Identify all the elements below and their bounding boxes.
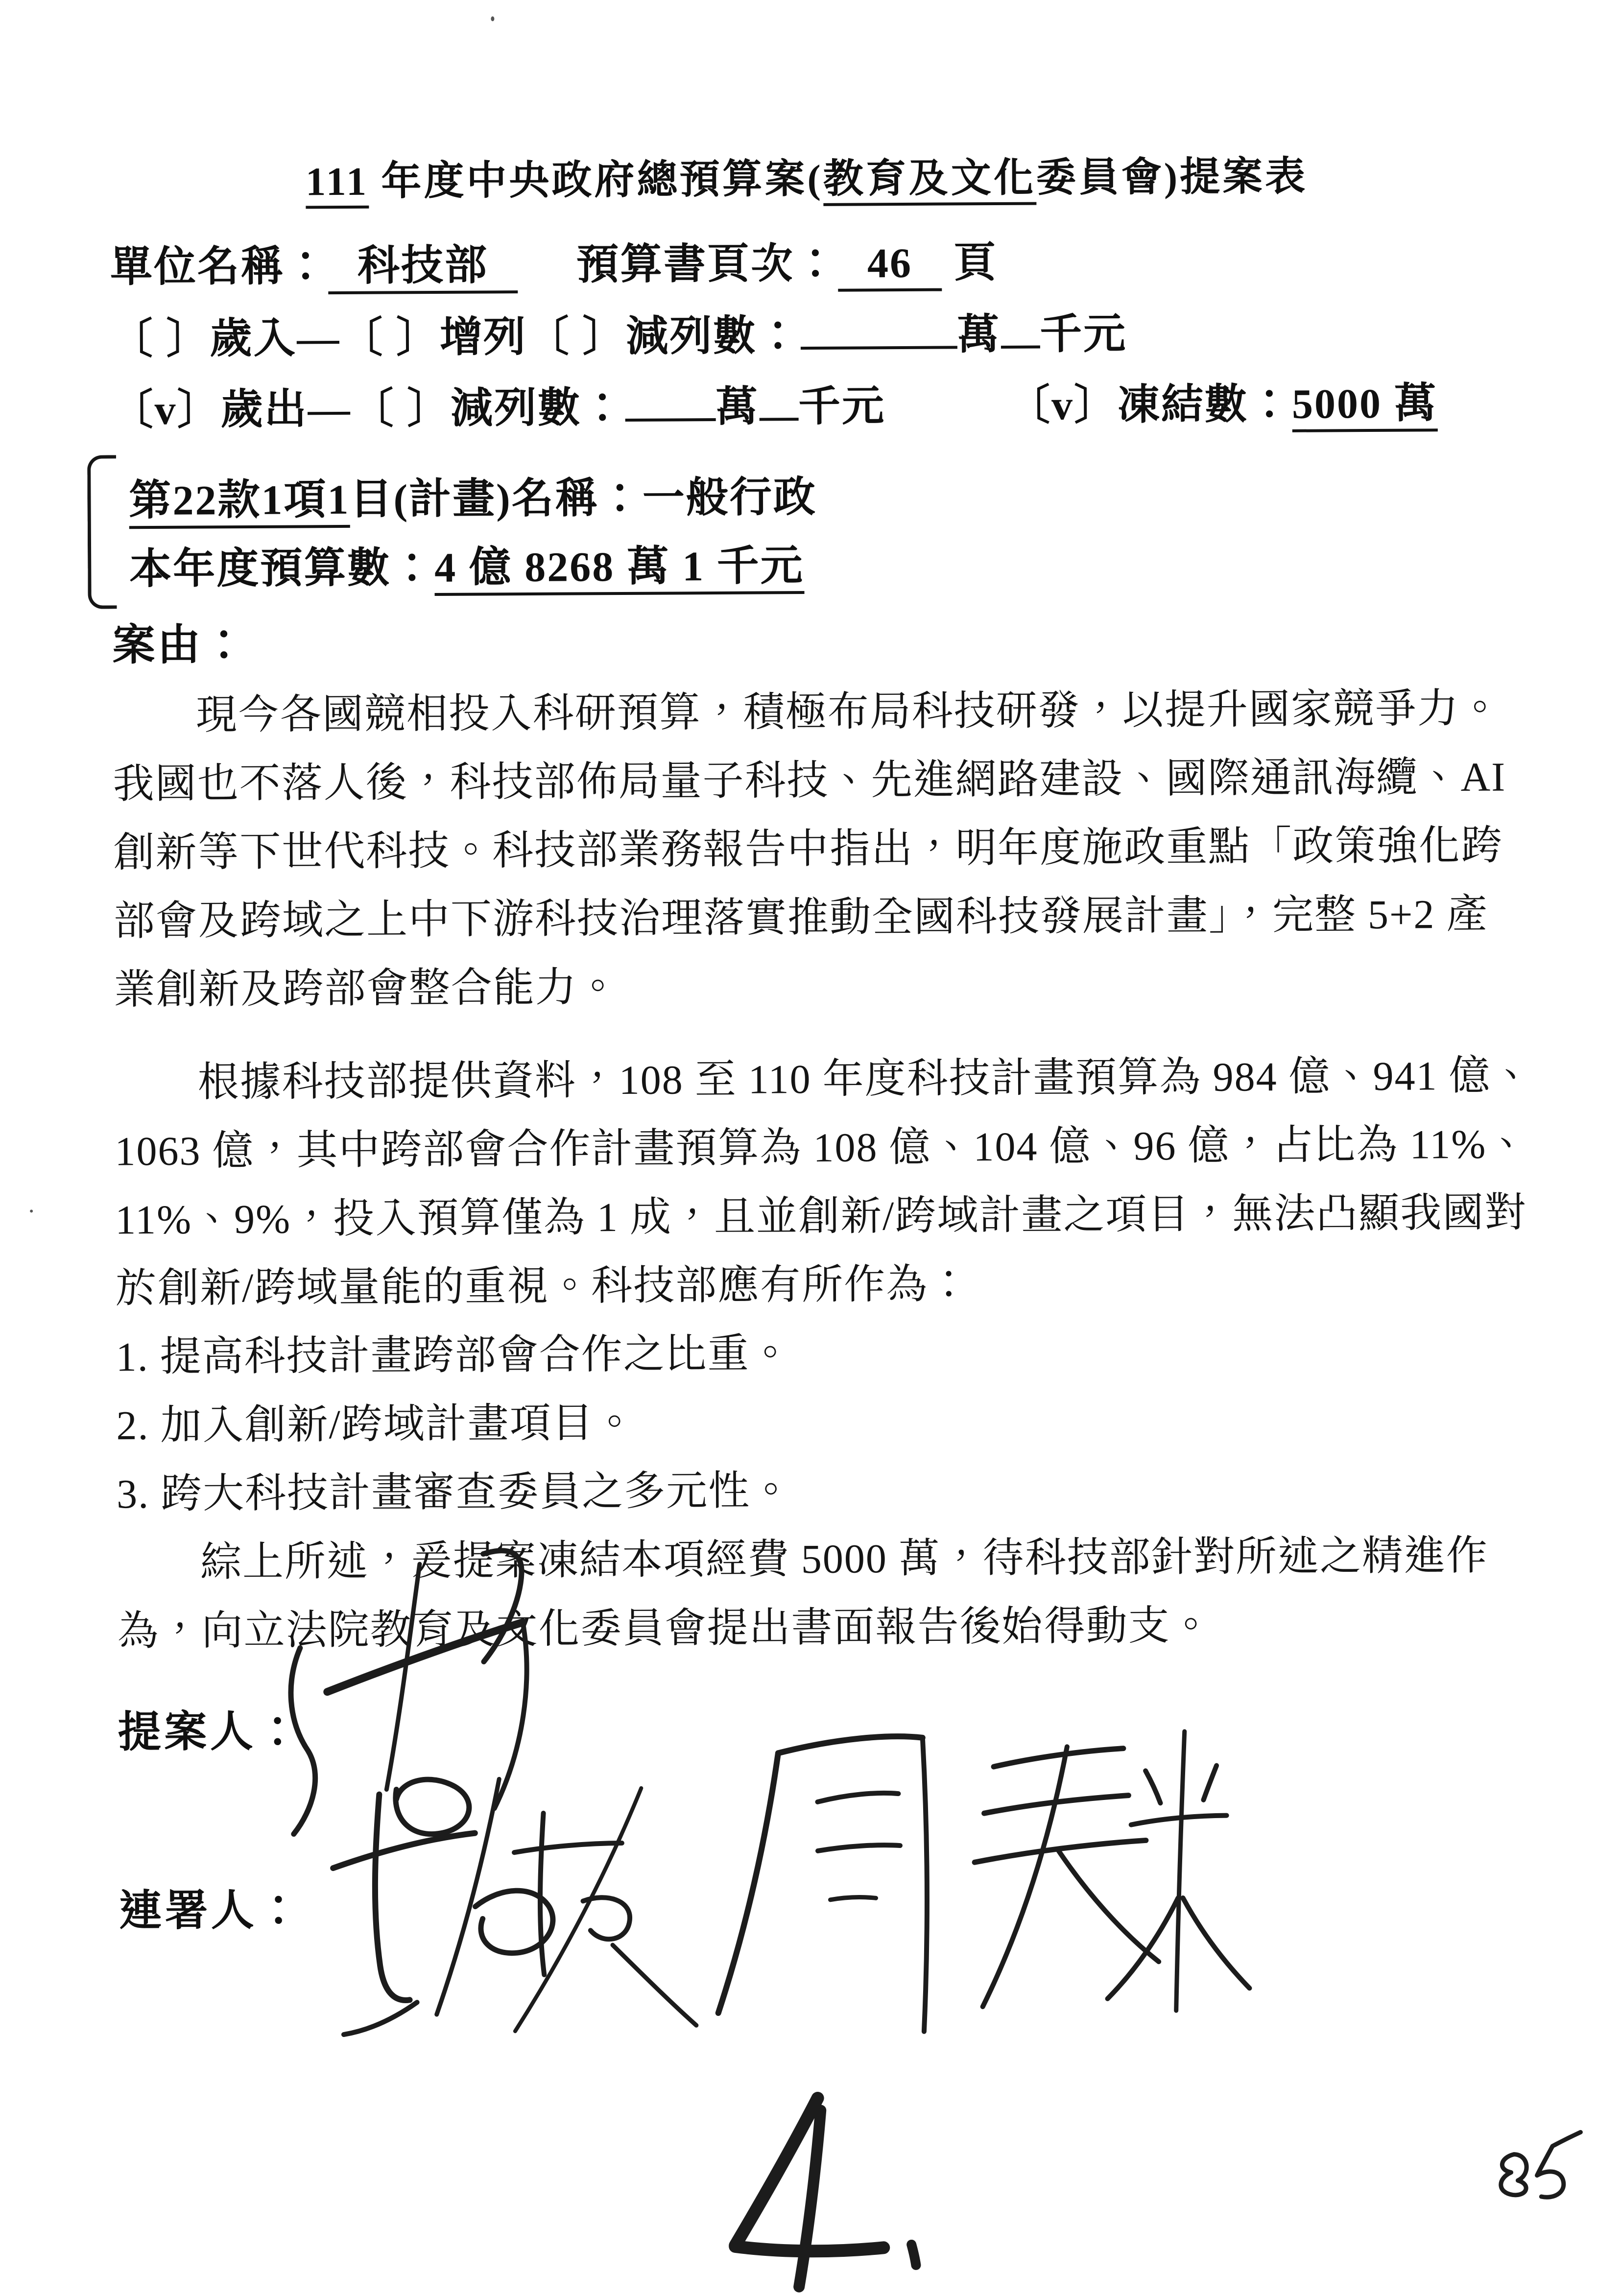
unit-name-label: 單位名稱： <box>110 242 329 291</box>
case-list-item: 1. 提高科技計畫跨部會合作之比重。 <box>116 1331 792 1380</box>
freeze-checkbox-label: 〔v〕凍結數： <box>1007 380 1292 429</box>
case-line: 根據科技部提供資料，108 至 110 年度科技計畫預算為 984 億、941 億、 <box>197 1053 1533 1106</box>
unit-line <box>110 228 998 293</box>
revenue-amount-blank <box>800 304 957 350</box>
program-budget-value: 4 億 8268 萬 1 千元 <box>434 542 804 596</box>
program-item-line <box>129 463 817 527</box>
title-committee: 教育及文化 <box>823 156 1037 206</box>
revenue-thousand-blank <box>1001 304 1040 349</box>
program-item-number: 第22款1項1 <box>129 476 350 529</box>
case-list-item: 3. 跨大科技計畫審查委員之多元性。 <box>116 1468 793 1517</box>
title-mid: 年度中央政府總預算案( <box>368 156 824 204</box>
title-year: 111 <box>306 159 369 209</box>
case-line: 創新等下世代科技。科技部業務報告中指出，明年度施政重點「政策強化跨 <box>113 823 1503 876</box>
revenue-wan-unit: 萬 <box>957 310 1001 358</box>
program-budget-label: 本年度預算數： <box>129 544 435 593</box>
case-list-item: 2. 加入創新/跨域計畫項目。 <box>116 1400 636 1449</box>
case-line: 綜上所述，爰提案凍結本項經費 5000 萬，待科技部針對所述之精進作 <box>200 1533 1489 1586</box>
program-left-bracket <box>87 455 117 609</box>
budget-book-page-unit: 頁 <box>954 238 998 286</box>
expense-row <box>111 369 1438 436</box>
title-tail: 委員會)提案表 <box>1036 154 1308 200</box>
freeze-amount-value: 5000 萬 <box>1292 379 1438 432</box>
expense-amount-blank <box>625 376 715 422</box>
program-item-rest: 目(計畫)名稱： <box>350 474 643 523</box>
case-line: 為，向立法院教育及文化委員會提出書面報告後始得動支。 <box>117 1603 1213 1655</box>
expense-thousand-blank <box>759 376 798 421</box>
expense-row-text: 〔v〕歲出—〔 〕減列數： <box>111 383 625 434</box>
revenue-row-text: 〔 〕歲入—〔 〕增列〔 〕減列數： <box>110 312 801 363</box>
case-line: 現今各國競相投入科研預算，積極布局科技研發，以提升國家競爭力。 <box>195 686 1502 738</box>
scan-speck <box>30 1209 33 1212</box>
unit-name-value: 科技部 <box>328 241 518 294</box>
cosigner-signature-2 <box>680 1687 1260 2057</box>
program-item-name: 一般行政 <box>642 473 817 521</box>
proposer-label: 提案人： <box>118 1708 302 1757</box>
case-line: 於創新/跨域量能的重視。科技部應有所作為： <box>115 1261 971 1312</box>
scan-speck <box>491 16 494 21</box>
revenue-row <box>110 300 1127 366</box>
case-line: 我國也不落人後，科技部佈局量子科技、先進網路建設、國際通訊海纜、AI <box>113 754 1506 807</box>
case-line: 業創新及跨部會整合能力。 <box>114 965 620 1013</box>
program-budget-line <box>129 531 804 595</box>
case-line: 部會及跨域之上中下游科技治理落實推動全國科技發展計畫」，完整 5+2 產 <box>113 891 1489 945</box>
cosigner-signature-1 <box>269 1758 701 2050</box>
cosigner-label: 連署人： <box>119 1887 303 1936</box>
budget-book-page-value: 46 <box>838 239 942 292</box>
case-paragraph-1 <box>112 675 1507 1025</box>
expense-qianyuan-unit: 千元 <box>798 382 886 430</box>
case-line: 1063 億，其中跨部會合作計畫預算為 108 億、104 億、96 億，占比為 11%、 <box>115 1121 1529 1175</box>
case-heading: 案由： <box>112 621 248 670</box>
case-line: 11%、9%，投入預算僅為 1 成，且並創新/跨域計畫之項目，無法凸顯我國對 <box>115 1190 1527 1243</box>
handwritten-page-number <box>689 2083 974 2292</box>
revenue-qianyuan-unit: 千元 <box>1040 310 1127 358</box>
expense-wan-unit: 萬 <box>715 383 760 431</box>
page-title <box>0 142 1617 208</box>
corner-page-number <box>1474 2128 1595 2223</box>
budget-book-page-label: 預算書頁次： <box>576 239 838 288</box>
